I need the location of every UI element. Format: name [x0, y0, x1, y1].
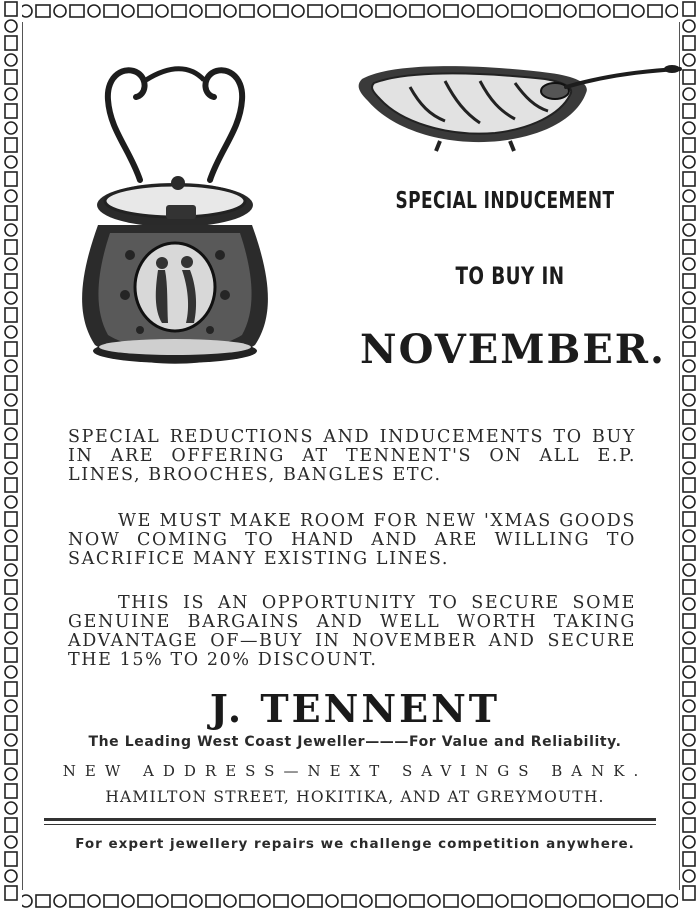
- paragraph-make-room: WE MUST MAKE ROOM FOR NEW 'XMAS GOODS NOW COMING TO HAND AND ARE WILLING TO SACRIFICE MANY EXISTING LINES.: [68, 511, 636, 569]
- border-ring-link: [88, 895, 100, 907]
- border-box-link: [342, 895, 356, 907]
- border-ring-link: [5, 156, 17, 168]
- border-box-link: [5, 376, 17, 390]
- border-ring-link: [5, 836, 17, 848]
- border-ring-link: [530, 895, 542, 907]
- border-box-link: [308, 895, 322, 907]
- divider-rule-thin: [44, 824, 656, 825]
- border-box-link: [172, 5, 186, 17]
- border-box-link: [5, 138, 17, 152]
- border-box-link: [5, 818, 17, 832]
- border-box-link: [342, 5, 356, 17]
- border-ring-link: [5, 54, 17, 66]
- border-ring-link: [462, 895, 474, 907]
- border-box-link: [5, 2, 17, 16]
- border-ring-link: [122, 895, 134, 907]
- border-ring-link: [5, 190, 17, 202]
- border-ring-link: [5, 258, 17, 270]
- border-ring-link: [428, 895, 440, 907]
- border-ring-link: [632, 895, 644, 907]
- border-ring-link: [683, 802, 695, 814]
- border-box-link: [5, 308, 17, 322]
- border-ring-link: [5, 802, 17, 814]
- border-ring-link: [683, 632, 695, 644]
- border-ring-link: [683, 666, 695, 678]
- border-ring-link: [326, 895, 338, 907]
- border-box-link: [683, 580, 695, 594]
- border-ring-link: [683, 258, 695, 270]
- border-box-link: [683, 274, 695, 288]
- border-ring-link: [292, 895, 304, 907]
- border-ring-link: [666, 895, 678, 907]
- border-ring-link: [683, 564, 695, 576]
- border-box-link: [5, 784, 17, 798]
- border-ring-link: [5, 394, 17, 406]
- biscuit-barrel-icon: [70, 55, 280, 375]
- border-ring-link: [5, 564, 17, 576]
- border-box-link: [5, 614, 17, 628]
- border-box-link: [104, 5, 118, 17]
- border-ring-link: [530, 5, 542, 17]
- border-box-link: [683, 478, 695, 492]
- border-box-link: [104, 895, 118, 907]
- tagline: The Leading West Coast Jeweller———For Value and Reliability.: [88, 734, 622, 750]
- border-ring-link: [683, 530, 695, 542]
- border-ring-link: [88, 5, 100, 17]
- border-ring-link: [54, 5, 66, 17]
- decorative-border-left: [0, 0, 22, 912]
- border-box-link: [206, 895, 220, 907]
- border-box-link: [683, 2, 695, 16]
- border-ring-link: [5, 462, 17, 474]
- headline-to-buy-in: TO BUY IN: [455, 262, 565, 290]
- border-ring-link: [598, 895, 610, 907]
- border-ring-link: [5, 598, 17, 610]
- border-box-link: [683, 750, 695, 764]
- border-ring-link: [54, 895, 66, 907]
- border-box-link: [683, 852, 695, 866]
- border-ring-link: [683, 768, 695, 780]
- border-box-link: [36, 5, 50, 17]
- border-box-link: [274, 895, 288, 907]
- border-box-link: [683, 36, 695, 50]
- border-ring-link: [394, 5, 406, 17]
- border-box-link: [5, 274, 17, 288]
- border-ring-link: [683, 394, 695, 406]
- border-box-link: [580, 5, 594, 17]
- border-box-link: [683, 444, 695, 458]
- border-ring-link: [683, 734, 695, 746]
- border-ring-link: [326, 5, 338, 17]
- border-ring-link: [496, 895, 508, 907]
- border-box-link: [410, 895, 424, 907]
- border-ring-link: [683, 224, 695, 236]
- border-ring-link: [292, 5, 304, 17]
- border-box-link: [36, 895, 50, 907]
- border-box-link: [240, 5, 254, 17]
- border-box-link: [5, 444, 17, 458]
- border-ring-link: [156, 895, 168, 907]
- border-box-link: [138, 895, 152, 907]
- border-box-link: [683, 512, 695, 526]
- border-ring-link: [5, 496, 17, 508]
- border-ring-link: [5, 700, 17, 712]
- border-ring-link: [5, 360, 17, 372]
- border-box-link: [580, 895, 594, 907]
- border-box-link: [683, 342, 695, 356]
- border-box-link: [546, 895, 560, 907]
- border-ring-link: [5, 666, 17, 678]
- paragraph-opportunity: THIS IS AN OPPORTUNITY TO SECURE SOME GENUINE BARGAINS AND WELL WORTH TAKING ADVANTAGE OF—BUY IN NOVEMBER AND SECURE THE 15% TO 20% DISCOUNT.: [68, 593, 636, 670]
- border-box-link: [70, 895, 84, 907]
- address-line: NEW ADDRESS—NEXT SAVINGS BANK.: [62, 762, 648, 780]
- border-ring-link: [632, 5, 644, 17]
- border-box-link: [5, 342, 17, 356]
- border-ring-link: [683, 156, 695, 168]
- border-ring-link: [683, 428, 695, 440]
- border-ring-link: [190, 5, 202, 17]
- border-ring-link: [224, 5, 236, 17]
- border-ring-link: [5, 20, 17, 32]
- border-box-link: [138, 5, 152, 17]
- border-box-link: [70, 5, 84, 17]
- border-box-link: [5, 682, 17, 696]
- border-box-link: [683, 172, 695, 186]
- brand-name: J. TENNENT: [209, 686, 501, 731]
- border-ring-link: [462, 5, 474, 17]
- border-box-link: [5, 886, 17, 900]
- border-ring-link: [258, 895, 270, 907]
- border-ring-link: [683, 20, 695, 32]
- border-ring-link: [428, 5, 440, 17]
- border-box-link: [546, 5, 560, 17]
- border-ring-link: [683, 190, 695, 202]
- border-ring-link: [224, 895, 236, 907]
- border-box-link: [5, 36, 17, 50]
- border-box-link: [683, 308, 695, 322]
- border-box-link: [5, 648, 17, 662]
- border-ring-link: [683, 360, 695, 372]
- border-ring-link: [683, 496, 695, 508]
- border-box-link: [683, 546, 695, 560]
- border-ring-link: [564, 895, 576, 907]
- border-box-link: [410, 5, 424, 17]
- headline-november: NOVEMBER.: [360, 326, 666, 373]
- border-box-link: [5, 70, 17, 84]
- street-line: HAMILTON STREET, HOKITIKA, AND AT GREYMOUTH.: [105, 788, 605, 806]
- divider-rule-thick: [44, 818, 656, 821]
- border-ring-link: [5, 122, 17, 134]
- serving-dish-with-spoon-icon: [350, 55, 690, 155]
- border-ring-link: [122, 5, 134, 17]
- border-ring-link: [496, 5, 508, 17]
- border-box-link: [478, 5, 492, 17]
- border-box-link: [5, 206, 17, 220]
- border-box-link: [206, 5, 220, 17]
- border-ring-link: [683, 870, 695, 882]
- border-box-link: [376, 895, 390, 907]
- border-ring-link: [5, 224, 17, 236]
- border-box-link: [5, 410, 17, 424]
- border-box-link: [172, 895, 186, 907]
- border-box-link: [5, 750, 17, 764]
- border-box-link: [5, 716, 17, 730]
- border-box-link: [683, 818, 695, 832]
- border-box-link: [614, 895, 628, 907]
- border-ring-link: [5, 734, 17, 746]
- border-ring-link: [683, 836, 695, 848]
- border-box-link: [5, 580, 17, 594]
- border-ring-link: [683, 700, 695, 712]
- border-box-link: [308, 5, 322, 17]
- border-ring-link: [5, 292, 17, 304]
- border-ring-link: [683, 462, 695, 474]
- border-box-link: [683, 716, 695, 730]
- border-ring-link: [156, 5, 168, 17]
- border-ring-link: [683, 598, 695, 610]
- border-box-link: [683, 206, 695, 220]
- border-box-link: [240, 895, 254, 907]
- border-ring-link: [683, 292, 695, 304]
- border-ring-link: [360, 895, 372, 907]
- border-box-link: [683, 614, 695, 628]
- border-box-link: [683, 376, 695, 390]
- border-box-link: [274, 5, 288, 17]
- border-box-link: [444, 895, 458, 907]
- decorative-border-bottom: [0, 890, 700, 912]
- border-ring-link: [5, 326, 17, 338]
- border-box-link: [512, 895, 526, 907]
- border-box-link: [444, 5, 458, 17]
- border-box-link: [683, 784, 695, 798]
- border-box-link: [614, 5, 628, 17]
- border-ring-link: [5, 88, 17, 100]
- border-ring-link: [564, 5, 576, 17]
- border-ring-link: [5, 428, 17, 440]
- border-box-link: [5, 172, 17, 186]
- border-box-link: [376, 5, 390, 17]
- decorative-border-top: [0, 0, 700, 22]
- border-box-link: [5, 852, 17, 866]
- paragraph-special-reductions: SPECIAL REDUCTIONS AND INDUCEMENTS TO BUY IN ARE OFFERING AT TENNENT'S ON ALL E.P. LINES, BROOCHES, BANGLES ETC.: [68, 427, 636, 485]
- border-ring-link: [666, 5, 678, 17]
- border-box-link: [5, 478, 17, 492]
- border-ring-link: [258, 5, 270, 17]
- border-box-link: [683, 682, 695, 696]
- border-ring-link: [5, 870, 17, 882]
- border-ring-link: [5, 768, 17, 780]
- border-ring-link: [598, 5, 610, 17]
- repairs-note: For expert jewellery repairs we challenge competition anywhere.: [75, 836, 635, 852]
- border-box-link: [512, 5, 526, 17]
- border-box-link: [683, 648, 695, 662]
- border-box-link: [683, 886, 695, 900]
- border-ring-link: [394, 895, 406, 907]
- border-box-link: [5, 104, 17, 118]
- border-ring-link: [5, 530, 17, 542]
- border-box-link: [648, 895, 662, 907]
- border-ring-link: [190, 895, 202, 907]
- border-box-link: [683, 240, 695, 254]
- border-box-link: [648, 5, 662, 17]
- border-box-link: [5, 512, 17, 526]
- border-ring-link: [5, 632, 17, 644]
- border-box-link: [478, 895, 492, 907]
- border-box-link: [683, 410, 695, 424]
- headline-special-inducement: SPECIAL INDUCEMENT: [395, 188, 615, 214]
- border-box-link: [5, 546, 17, 560]
- border-ring-link: [683, 326, 695, 338]
- border-ring-link: [360, 5, 372, 17]
- border-box-link: [5, 240, 17, 254]
